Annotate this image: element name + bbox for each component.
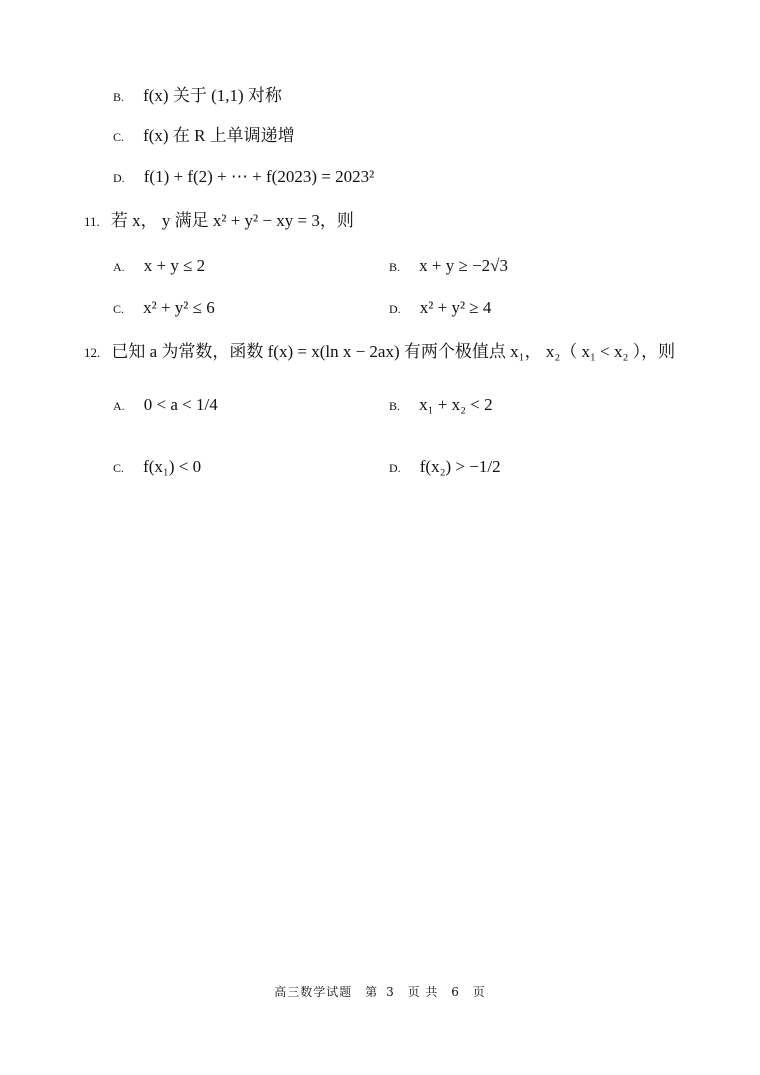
q11-option-a: [113, 256, 205, 277]
option-text: x² + y² ≤ 6: [143, 298, 215, 317]
option-text: f(x₂) > −1/2: [419, 457, 501, 476]
option-text: x + y ≥ −2√3: [419, 256, 508, 275]
q11-option-d: [389, 298, 491, 319]
footer-title: 高三数学试题: [274, 985, 353, 999]
q12-option-d: [389, 457, 501, 478]
footer-page-current: 3: [386, 985, 395, 999]
q12-option-a: [113, 395, 218, 416]
option-label: B.: [113, 90, 125, 104]
option-text: f(x₁) < 0: [143, 457, 202, 476]
option-text: x₁ + x₂ < 2: [419, 395, 493, 414]
option-label: A.: [113, 399, 125, 413]
option-text: f(1) + f(2) + ⋯ + f(2023) = 2023²: [143, 167, 375, 186]
footer-page-prefix: 第: [365, 985, 379, 999]
option-label: D.: [113, 171, 125, 185]
option-label: B.: [389, 399, 401, 413]
option-label: C.: [113, 302, 125, 316]
q12-stem: [84, 342, 675, 363]
option-label: B.: [389, 260, 401, 274]
option-label: C.: [113, 130, 125, 144]
q11-stem: [84, 211, 354, 232]
option-label: D.: [389, 302, 401, 316]
option-text: x² + y² ≥ 4: [419, 298, 492, 317]
question-number: 12.: [84, 345, 101, 360]
question-stem: 已知 a 为常数，函数 f(x) = x(ln x − 2ax) 有两个极值点 x₁， x₂（ x₁ < x₂ ），则: [111, 342, 676, 361]
option-label: A.: [113, 260, 125, 274]
footer-page-suffix: 页: [472, 985, 486, 999]
q11-option-c: [113, 298, 215, 319]
q11-option-b: [389, 256, 508, 277]
footer-page-total: 6: [451, 985, 460, 999]
option-text: 0 < a < 1/4: [143, 395, 218, 414]
option-text: f(x) 关于 (1,1) 对称: [143, 86, 282, 105]
question-number: 11.: [84, 214, 100, 229]
question-stem: 若 x， y 满足 x² + y² − xy = 3，则: [110, 211, 354, 230]
q12-option-c: [113, 457, 201, 478]
q10-option-b: [113, 86, 282, 107]
q12-option-b: [389, 395, 493, 416]
option-text: x + y ≤ 2: [143, 256, 206, 275]
page-footer: [0, 983, 760, 1000]
footer-page-mid: 页 共: [407, 985, 439, 999]
option-label: D.: [389, 461, 401, 475]
q10-option-d: [113, 167, 374, 188]
option-label: C.: [113, 461, 125, 475]
option-text: f(x) 在 R 上单调递增: [143, 126, 295, 145]
q10-option-c: [113, 126, 295, 147]
